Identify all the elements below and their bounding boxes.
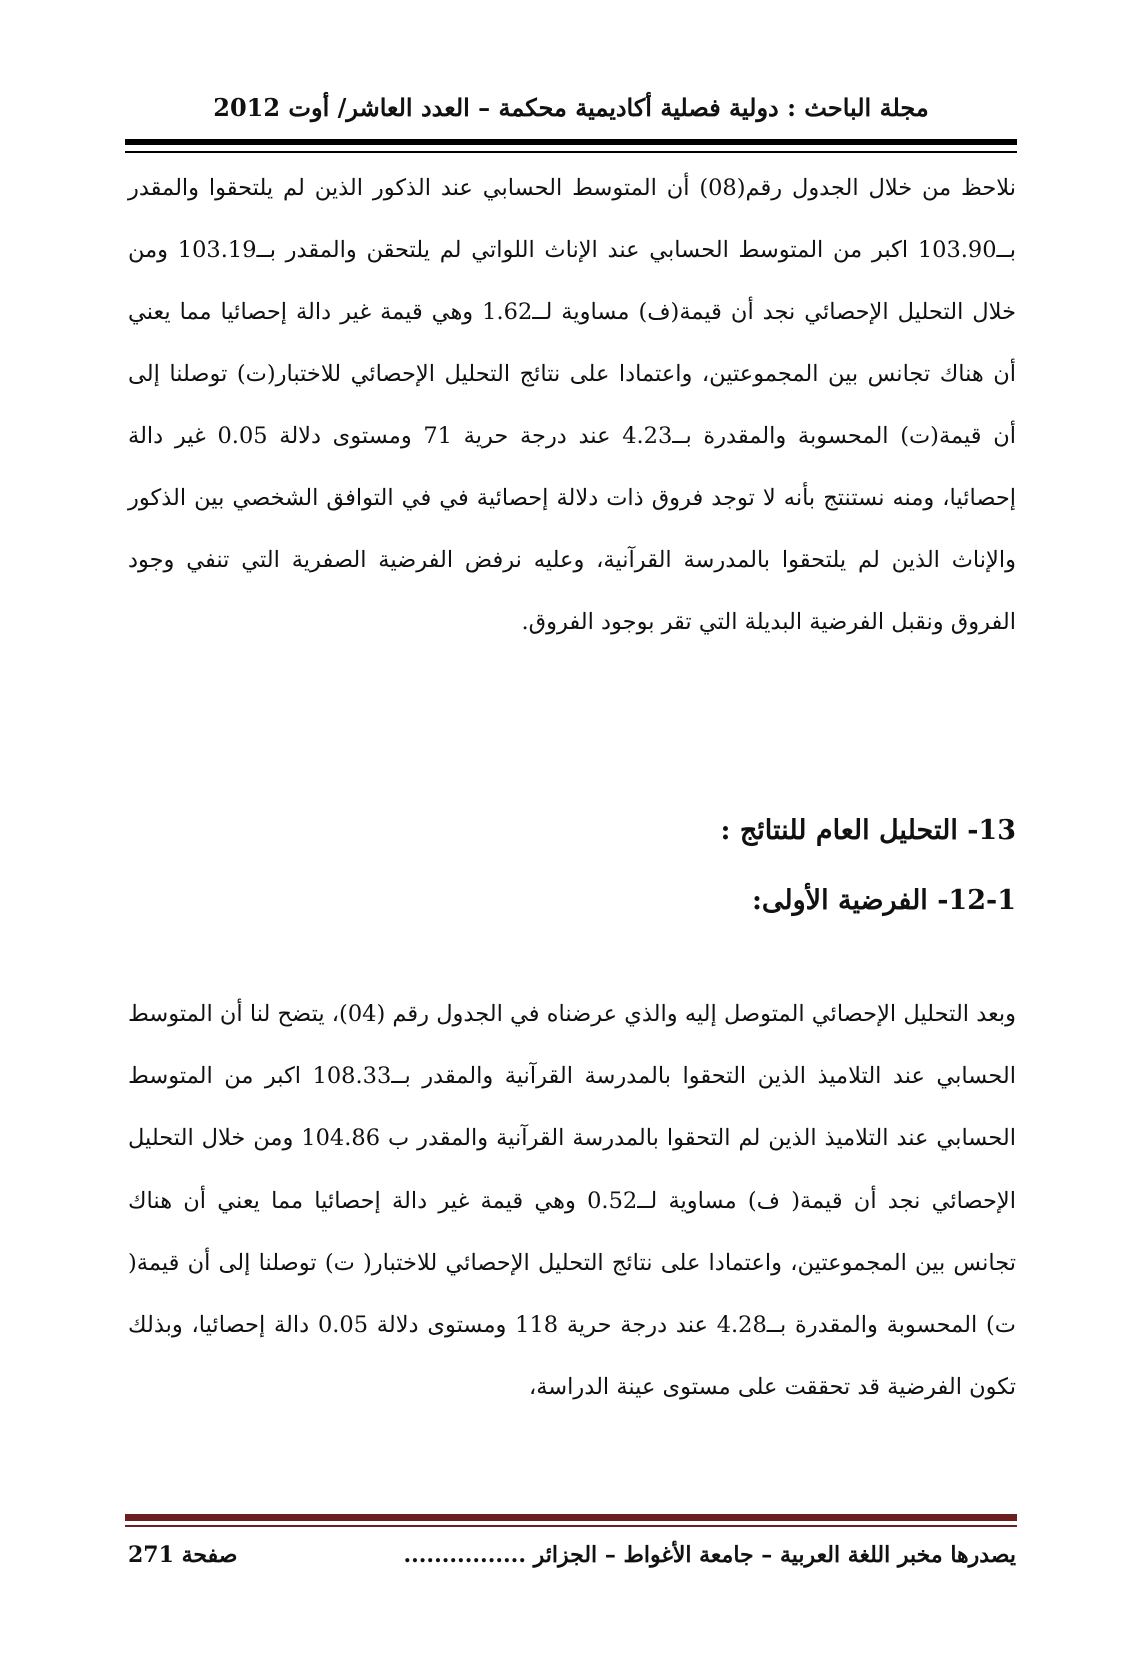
footer-rule-thin xyxy=(125,1525,1017,1527)
header-rule-thin xyxy=(125,151,1017,153)
subsection-heading-12-1: 12-1- الفرضية الأولى: xyxy=(751,885,1016,916)
footer-page-number: صفحة 271 xyxy=(128,1542,238,1568)
header-rule-thick xyxy=(125,139,1017,145)
paragraph-table-08-analysis: نلاحظ من خلال الجدول رقم(08) أن المتوسط الحسابي عند الذكور الذين لم يلتحقوا والمقدر بــ103.90 اكبر من المتوسط الحسابي عند الإناث اللواتي لم يلتحقن والمقدر بــ103.19 ومن خلال التحليل الإحصائي نجد أن قيمة(ف) مساوية لــ1.62 وهي قيمة غير دالة إحصائيا مما يعني أن هناك تجانس بين المجموعتين، واعتمادا على نتائج التحليل الإحصائي للاختبار(ت) توصلنا إلى أن قيمة(ت) المحسوبة والمقدرة بــ4.23 عند درجة حرية 71 ومستوى دلالة 0.05 غير دالة إحصائيا، ومنه نستنتج بأنه لا توجد فروق ذات دلالة إحصائية في في التوافق الشخصي بين الذكور والإناث الذين لم يلتحقوا بالمدرسة القرآنية، وعليه نرفض الفرضية الصفرية التي تنفي وجود الفروق ونقبل الفرضية البديلة التي تقر بوجود الفروق. xyxy=(128,175,1016,635)
section-heading-13: 13- التحليل العام للنتائج : xyxy=(720,815,1016,846)
paragraph-first-hypothesis: وبعد التحليل الإحصائي المتوصل إليه والذي عرضناه في الجدول رقم (04)، يتضح لنا أن المتوسط الحسابي عند التلاميذ الذين التحقوا بالمدرسة القرآنية والمقدر بــ108.33 اكبر من المتوسط الحسابي عند التلاميذ الذين لم التحقوا بالمدرسة القرآنية والمقدر ب 104.86 ومن خلال التحليل الإحصائي نجد أن قيمة( ف) مساوية لــ0.52 وهي قيمة غير دالة إحصائيا مما يعني أن هناك تجانس بين المجموعتين، واعتمادا على نتائج التحليل الإحصائي للاختبار( ت) توصلنا إلى أن قيمة( ت) المحسوبة والمقدرة بــ4.28 عند درجة حرية 118 ومستوى دلالة 0.05 دالة إحصائيا، وبذلك تكون الفرضية قد تحققت على مستوى عينة الدراسة، xyxy=(128,1001,1017,1401)
footer-publisher: يصدرها مخبر اللغة العربية – جامعة الأغواط – الجزائر ................ xyxy=(403,1542,1016,1568)
journal-header-title: مجلة الباحث : دولية فصلية أكاديمية محكمة – العدد العاشر/ أوت 2012 xyxy=(213,93,929,122)
footer-rule-thick xyxy=(125,1514,1017,1521)
